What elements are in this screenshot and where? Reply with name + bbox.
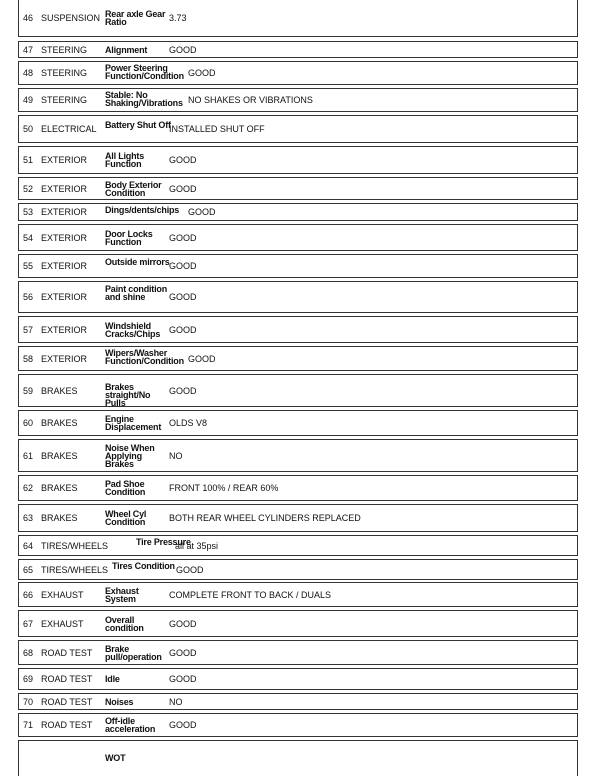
row-item: Body Exterior Condition (105, 180, 162, 198)
row-item: Exhaust System (105, 586, 139, 604)
row-category: EXTERIOR (41, 184, 88, 194)
row-value: GOOD (169, 184, 197, 194)
row-category: STEERING (41, 68, 88, 78)
row-category: EXTERIOR (41, 207, 88, 217)
table-row (18, 177, 578, 200)
row-category: TIRES/WHEELS (41, 541, 109, 551)
table-row (18, 374, 578, 407)
row-number: 58 (23, 354, 34, 364)
row-item: Overall condition (105, 615, 144, 633)
row-category: EXTERIOR (41, 292, 88, 302)
row-item: Windshield Cracks/Chips (105, 321, 161, 339)
row-number: 67 (23, 619, 34, 629)
row-value: GOOD (169, 386, 197, 396)
row-value: all at 35psi (175, 541, 219, 551)
row-item: WOT (105, 753, 126, 763)
row-item: Off-idle acceleration (105, 716, 156, 734)
row-number: 60 (23, 418, 34, 428)
row-category: EXTERIOR (41, 261, 88, 271)
row-value: 3.73 (169, 13, 187, 23)
table-row (18, 41, 578, 58)
table-row (18, 668, 578, 690)
table-row (18, 504, 578, 532)
row-category: BRAKES (41, 513, 78, 523)
row-value: GOOD (169, 292, 197, 302)
row-category: SUSPENSION (41, 13, 101, 23)
row-item: Wipers/Washer Function/Condition (105, 348, 184, 366)
row-value: GOOD (169, 619, 197, 629)
table-row (18, 115, 578, 143)
row-category: ELECTRICAL (41, 124, 97, 134)
row-number: 52 (23, 184, 34, 194)
row-item: Door Locks Function (105, 229, 153, 247)
row-number: 61 (23, 451, 34, 461)
row-number: 47 (23, 45, 34, 55)
table-row (18, 640, 578, 665)
row-number: 54 (23, 233, 34, 243)
row-item: Power Steering Function/Condition (105, 63, 184, 81)
row-value: GOOD (188, 68, 216, 78)
table-row (18, 203, 578, 221)
row-value: GOOD (169, 325, 197, 335)
row-value: GOOD (188, 207, 216, 217)
row-item: Tires Condition (112, 561, 175, 571)
row-category: EXHAUST (41, 619, 84, 629)
row-category: EXHAUST (41, 590, 84, 600)
row-number: 53 (23, 207, 34, 217)
row-number: 55 (23, 261, 34, 271)
row-value: GOOD (169, 45, 197, 55)
row-value: OLDS V8 (169, 418, 208, 428)
row-value: NO SHAKES OR VIBRATIONS (188, 95, 313, 105)
row-value: FRONT 100% / REAR 60% (169, 483, 279, 493)
row-number: 64 (23, 541, 34, 551)
row-item: All Lights Function (105, 151, 144, 169)
row-category: EXTERIOR (41, 325, 88, 335)
row-number: 69 (23, 674, 34, 684)
table-row (18, 224, 578, 251)
row-value: GOOD (169, 155, 197, 165)
row-category: BRAKES (41, 418, 78, 428)
row-item: Dings/dents/chips (105, 205, 180, 215)
row-value: GOOD (176, 565, 204, 575)
row-value: INSTALLED SHUT OFF (169, 124, 265, 134)
row-value: GOOD (169, 720, 197, 730)
row-item: Rear axle Gear Ratio (105, 9, 166, 27)
table-row (18, 61, 578, 85)
table-row (18, 693, 578, 710)
table-row (18, 582, 578, 607)
table-row (18, 146, 578, 174)
row-item: Battery Shut Off (105, 120, 171, 130)
row-value: GOOD (169, 261, 197, 271)
row-item: Outside mirrors (105, 257, 170, 267)
row-number: 50 (23, 124, 34, 134)
row-value: GOOD (169, 674, 197, 684)
row-value: GOOD (188, 354, 216, 364)
row-category: ROAD TEST (41, 697, 93, 707)
table-row (18, 410, 578, 436)
table-row (18, 316, 578, 343)
row-item: Pad Shoe Condition (105, 479, 146, 497)
table-row (18, 346, 578, 371)
row-category: ROAD TEST (41, 674, 93, 684)
table-row (18, 0, 578, 37)
table-row (18, 475, 578, 501)
table-row (18, 281, 578, 313)
row-number: 68 (23, 648, 34, 658)
row-number: 48 (23, 68, 34, 78)
row-number: 65 (23, 565, 34, 575)
row-category: EXTERIOR (41, 155, 88, 165)
table-row (18, 535, 578, 556)
row-category: BRAKES (41, 483, 78, 493)
row-number: 49 (23, 95, 34, 105)
table-row (18, 88, 578, 112)
row-category: BRAKES (41, 451, 78, 461)
row-category: STEERING (41, 95, 88, 105)
row-category: BRAKES (41, 386, 78, 396)
table-row (18, 254, 578, 278)
row-item: Paint condition and shine (105, 284, 167, 302)
row-number: 63 (23, 513, 34, 523)
row-item: Noises (105, 697, 134, 707)
row-item: Idle (105, 674, 120, 684)
table-row (18, 610, 578, 637)
row-category: ROAD TEST (41, 648, 93, 658)
row-value: GOOD (169, 648, 197, 658)
row-value: COMPLETE FRONT TO BACK / DUALS (169, 590, 332, 600)
row-category: EXTERIOR (41, 233, 88, 243)
row-item: Wheel Cyl Condition (105, 509, 147, 527)
row-number: 62 (23, 483, 34, 493)
row-number: 71 (23, 720, 34, 730)
row-number: 59 (23, 386, 34, 396)
row-value: BOTH REAR WHEEL CYLINDERS REPLACED (169, 513, 361, 523)
row-category: ROAD TEST (41, 720, 93, 730)
row-value: NO (169, 451, 183, 461)
row-item: Alignment (105, 45, 148, 55)
row-item: Noise When Applying Brakes (105, 443, 155, 469)
row-category: STEERING (41, 45, 88, 55)
row-category: EXTERIOR (41, 354, 88, 364)
row-number: 51 (23, 155, 34, 165)
table-row (18, 713, 578, 737)
row-item: Brake pull/operation (105, 644, 162, 662)
table-row (18, 439, 578, 472)
table-row (18, 559, 578, 580)
row-number: 70 (23, 697, 34, 707)
row-item: Stable: No Shaking/Vibrations (105, 90, 183, 108)
row-item: Tire Pressure (136, 537, 191, 547)
row-number: 66 (23, 590, 34, 600)
row-number: 57 (23, 325, 34, 335)
table-row (18, 740, 578, 776)
row-category: TIRES/WHEELS (41, 565, 109, 575)
row-number: 56 (23, 292, 34, 302)
row-value: GOOD (169, 233, 197, 243)
row-item: Brakes straight/No Pulls (105, 382, 151, 408)
row-number: 46 (23, 13, 34, 23)
row-item: Engine Displacement (105, 414, 162, 432)
row-value: NO (169, 697, 183, 707)
